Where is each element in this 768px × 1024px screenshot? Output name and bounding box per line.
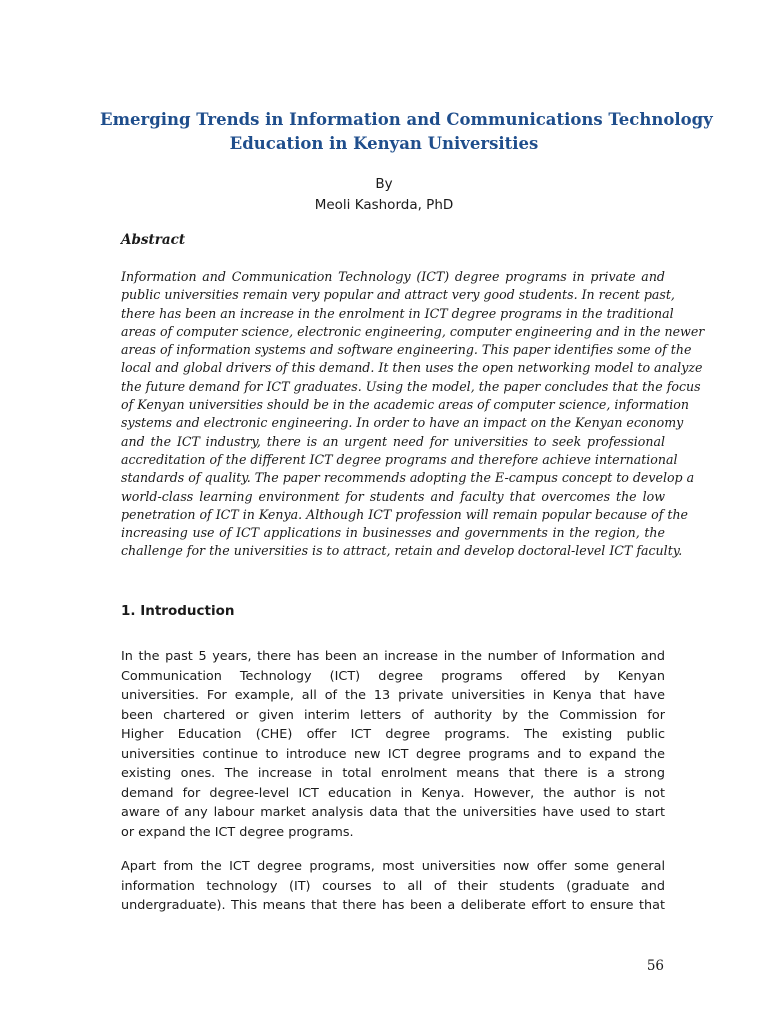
abstract-text [121, 268, 705, 561]
title-line-2: Education in Kenyan Universities [229, 134, 539, 153]
title-line-1: Emerging Trends in Information and Communications Technology [100, 110, 713, 129]
introduction-paragraph-2 [121, 857, 665, 916]
abstract-line: accreditation of the different ICT degree programs and therefore achieve international [121, 451, 678, 467]
paragraph-line: Higher Education (CHE) offer ICT degree programs. The existing public [121, 727, 665, 743]
abstract-line: penetration of ICT in Kenya. Although ICT profession will remain popular because of the [121, 506, 689, 522]
abstract-line: of Kenyan universities should be in the academic areas of computer science, information [121, 397, 689, 413]
paragraph-line: existing ones. The increase in total enrolment means that there is a strong [121, 766, 665, 782]
by-label: By [375, 176, 393, 192]
abstract-line: local and global drivers of this demand. It then uses the open networking model to analyze [121, 360, 703, 376]
abstract-line: areas of information systems and software engineering. This paper identifies some of the [121, 342, 692, 358]
paragraph-line: been chartered or given interim letters of authority by the Commission for [121, 707, 665, 723]
abstract-line: and the ICT industry, there is an urgent need for universities to seek professional [121, 433, 665, 449]
abstract-line: standards of quality. The paper recommends adopting the E-campus concept to develop a [121, 470, 695, 486]
paragraph-line: undergraduate). This means that there has been a deliberate effort to ensure that [121, 898, 665, 914]
abstract-line: systems and electronic engineering. In order to have an impact on the Kenyan economy [121, 415, 684, 431]
abstract-heading: Abstract [121, 232, 186, 248]
abstract-line: areas of computer science, electronic engineering, computer engineering and in the newer [121, 323, 705, 339]
section-heading-introduction: 1. Introduction [121, 603, 235, 619]
abstract-line: world-class learning environment for students and faculty that overcomes the low [121, 488, 665, 504]
introduction-paragraph-1 [121, 647, 665, 842]
paragraph-line: Apart from the ICT degree programs, most universities now offer some general [121, 859, 665, 874]
abstract-line: there has been an increase in the enrolment in ICT degree programs in the traditional [121, 305, 674, 321]
paragraph-line: universities. For example, all of the 13 private universities in Kenya that have [121, 688, 665, 704]
paragraph-line: universities continue to introduce new ICT degree programs and to expand the [121, 746, 665, 762]
paragraph-line: In the past 5 years, there has been an increase in the number of Information and [121, 649, 665, 664]
paragraph-line: demand for degree-level ICT education in Kenya. However, the author is not [121, 785, 665, 801]
author-name: Meoli Kashorda, PhD [314, 197, 454, 213]
byline [100, 174, 668, 216]
paper-title [100, 108, 713, 156]
abstract-line: Information and Communication Technology (ICT) degree programs in private and [121, 269, 665, 284]
paragraph-line: information technology (IT) courses to all of their students (graduate and [121, 878, 665, 894]
abstract-line: public universities remain very popular and attract very good students. In recent past, [121, 287, 675, 303]
page-number: 56 [646, 958, 664, 974]
abstract-line: increasing use of ICT applications in businesses and governments in the region, the [121, 525, 665, 541]
paragraph-line: or expand the ICT degree programs. [121, 824, 354, 840]
paragraph-line: Communication Technology (ICT) degree programs offered by Kenyan [121, 668, 665, 684]
abstract-line: challenge for the universities is to attract, retain and develop doctoral-level ICT faculty. [121, 543, 683, 559]
abstract-line: the future demand for ICT graduates. Using the model, the paper concludes that the focus [121, 378, 701, 394]
paragraph-line: aware of any labour market analysis data that the universities have used to start [121, 805, 665, 821]
